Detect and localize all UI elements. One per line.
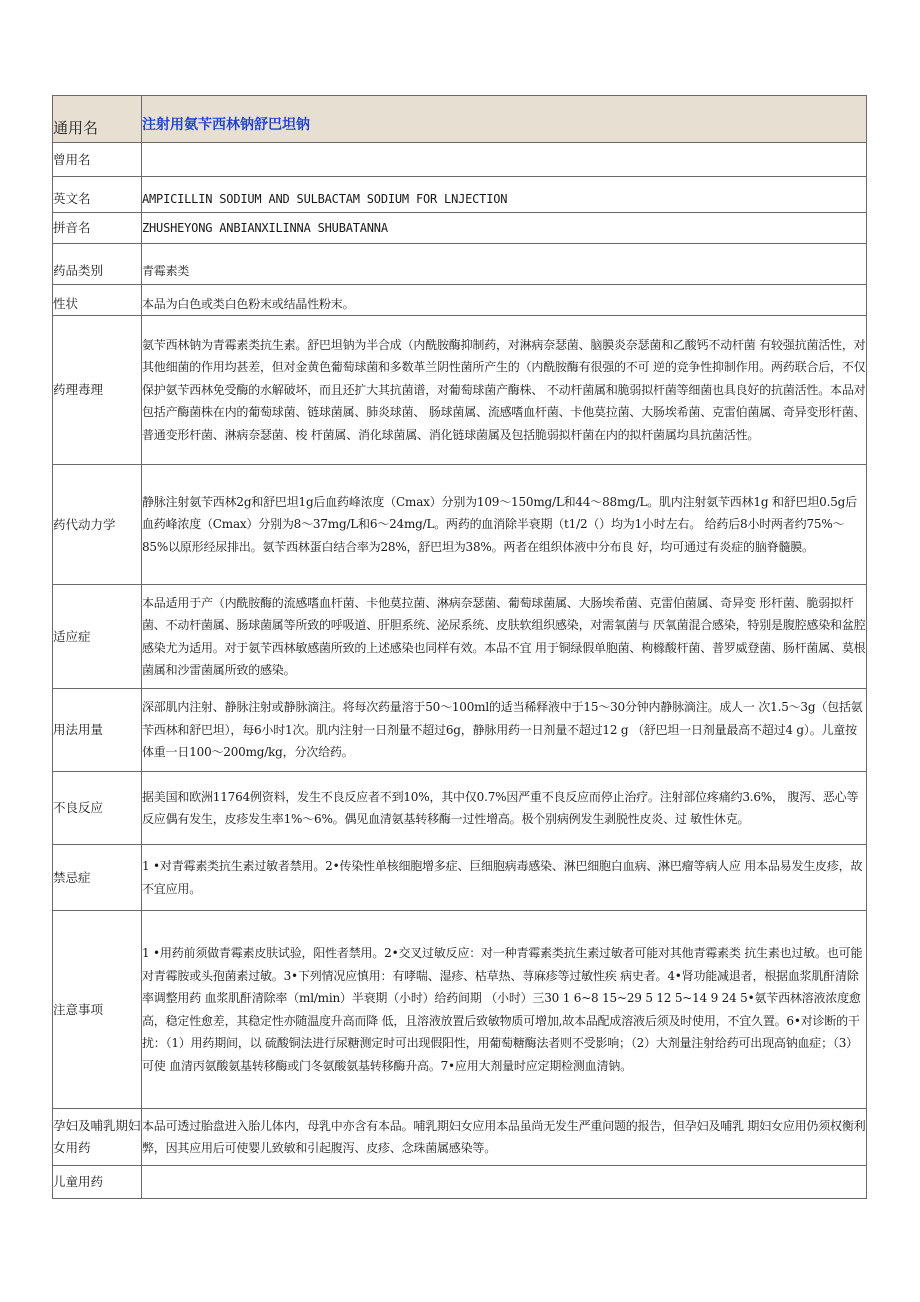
value-english-name: AMPICILLIN SODIUM AND SULBACTAM SODIUM FOR LNJECTION [142, 177, 867, 213]
label-generic-name: 通用名 [53, 96, 142, 143]
value-precautions: 1 •用药前须做青霉素皮肤试验，阳性者禁用。2•交叉过敏反应：对一种青霉素类抗生素过敏者可能对其他青霉素类 抗生素也过敏。也可能对青霉胺或头孢菌素过敏。3•下列情况应慎用：有哮喘、湿疹、枯草热、荨麻疹等过敏性疾 病史者。4•肾功能减退者，根据血浆肌酐清除率调整用药 血浆肌酐清除率（ml/min）半衰期（小时）给药间期 （小时）三30 1 6~8 15~29 5 12 5~14 9 24 5•氨苄西林溶液浓度愈高，稳定性愈差，其稳定性亦随温度升高而降 低，且溶液放置后致敏物质可增加,故本品配成溶液后须及时使用，不宜久置。6•对诊断的干扰：（1）用药期间，以 硫酸铜法进行尿糖测定时可出现假阳性，用葡萄糖酶法者则不受影响；（2）大剂量注射给药可出现高钠血症；（3）可使 血清丙氨酸氨基转移酶或门冬氨酸氨基转移酶升高。7•应用大剂量时应定期检测血清钠。 [142, 911, 867, 1109]
drug-info-table [52, 95, 867, 1199]
label-pregnancy-lactation: 孕妇及哺乳期妇女用药 [53, 1109, 142, 1166]
label-pharmacology: 药理毒理 [53, 316, 142, 465]
row-pediatric-use [53, 1166, 867, 1199]
value-appearance: 本品为白色或类白色粉末或结晶性粉末。 [142, 285, 867, 316]
label-pediatric-use: 儿童用药 [53, 1166, 142, 1199]
value-pediatric-use [142, 1166, 867, 1199]
row-appearance [53, 285, 867, 316]
label-contraindications: 禁忌症 [53, 845, 142, 911]
value-former-name [142, 143, 867, 177]
row-dosage [53, 689, 867, 772]
row-adverse-reactions [53, 772, 867, 845]
row-indications [53, 585, 867, 689]
label-adverse-reactions: 不良反应 [53, 772, 142, 845]
row-pinyin-name [53, 213, 867, 244]
label-appearance: 性状 [53, 285, 142, 316]
label-english-name: 英文名 [53, 177, 142, 213]
row-pregnancy-lactation [53, 1109, 867, 1166]
row-english-name [53, 177, 867, 213]
label-precautions: 注意事项 [53, 911, 142, 1109]
row-drug-category [53, 244, 867, 285]
label-former-name: 曾用名 [53, 143, 142, 177]
value-contraindications: 1 •对青霉素类抗生素过敏者禁用。2•传染性单核细胞增多症、巨细胞病毒感染、淋巴细胞白血病、淋巴瘤等病人应 用本品易发生皮疹，故不宜应用。 [142, 845, 867, 911]
value-pharmacology: 氨苄西林钠为青霉素类抗生素。舒巴坦钠为半合成（内酰胺酶抑制药，对淋病奈瑟菌、脑膜炎奈瑟菌和乙酸钙不动杆菌 有较强抗菌活性，对其他细菌的作用均甚差，但对金黄色葡萄球菌和多数革兰阴性菌所产生的（内酰胺酶有很强的不可 逆的竞争性抑制作用。两药联合后，不仅保护氨苄西林免受酶的水解破坏，而且还扩大其抗菌谱，对葡萄球菌产酶株、 不动杆菌属和脆弱拟杆菌等细菌也具良好的抗菌活性。本品对包括产酶菌株在内的葡萄球菌、链球菌属、肺炎球菌、 肠球菌属、流感嗜血杆菌、卡他莫拉菌、大肠埃希菌、克雷伯菌属、奇异变形杆菌、普通变形杆菌、淋病奈瑟菌、梭 杆菌属、消化球菌属、消化链球菌属及包括脆弱拟杆菌在内的拟杆菌属均具抗菌活性。 [142, 316, 867, 465]
label-pharmacokinetics: 药代动力学 [53, 465, 142, 585]
label-pinyin-name: 拼音名 [53, 213, 142, 244]
label-indications: 适应症 [53, 585, 142, 689]
row-pharmacokinetics [53, 465, 867, 585]
row-former-name [53, 143, 867, 177]
value-adverse-reactions: 据美国和欧洲11764例资料，发生不良反应者不到10%，其中仅0.7%因严重不良反应而停止治疗。注射部位疼痛约3.6%， 腹泻、恶心等反应偶有发生，皮疹发生率1%～6%。偶见血清氨基转移酶一过性增高。极个别病例发生剥脱性皮炎、过 敏性休克。 [142, 772, 867, 845]
value-pharmacokinetics: 静脉注射氨苄西林2g和舒巴坦1g后血药峰浓度（Cmax）分别为109～150mg/L和44～88mg/L。肌内注射氨苄西林1g 和舒巴坦0.5g后血药峰浓度（Cmax）分别为8～37mg/L和6～24mg/L。两药的血消除半衰期（t1/2（）均为1小时左右。 给药后8小时两者约75%～85%以原形经尿排出。氨苄西林蛋白结合率为28%，舒巴坦为38%。两者在组织体液中分布良 好，均可通过有炎症的脑脊髓膜。 [142, 465, 867, 585]
value-pregnancy-lactation: 本品可透过胎盘进入胎儿体内，母乳中亦含有本品。哺乳期妇女应用本品虽尚无发生严重问题的报告，但孕妇及哺乳 期妇女应用仍须权衡利弊，因其应用后可使婴儿致敏和引起腹泻、皮疹、念珠菌属感染等。 [142, 1109, 867, 1166]
label-dosage: 用法用量 [53, 689, 142, 772]
row-pharmacology [53, 316, 867, 465]
value-generic-name: 注射用氨苄西林钠舒巴坦钠 [142, 96, 867, 143]
row-generic-name [53, 96, 867, 143]
row-precautions [53, 911, 867, 1109]
value-pinyin-name: ZHUSHEYONG ANBIANXILINNA SHUBATANNA [142, 213, 867, 244]
row-contraindications [53, 845, 867, 911]
value-drug-category: 青霉素类 [142, 244, 867, 285]
value-dosage: 深部肌内注射、静脉注射或静脉滴注。将每次药量溶于50～100ml的适当稀释液中于15～30分钟内静脉滴注。成人一 次1.5～3g（包括氨苄西林和舒巴坦），每6小时1次。肌内注射一日剂量不超过6g，静脉用药一日剂量不超过12 g （舒巴坦一日剂量最高不超过4 g）。儿童按体重一日100～200mg/kg，分次给药。 [142, 689, 867, 772]
value-indications: 本品适用于产（内酰胺酶的流感嗜血杆菌、卡他莫拉菌、淋病奈瑟菌、葡萄球菌属、大肠埃希菌、克雷伯菌属、奇异变 形杆菌、脆弱拟杆菌、不动杆菌属、肠球菌属等所致的呼吸道、肝胆系统、泌尿系统、皮肤软组织感染，对需氧菌与 厌氧菌混合感染，特别是腹腔感染和盆腔感染尤为适用。对于氨苄西林敏感菌所致的上述感染也同样有效。本品不宜 用于铜绿假单胞菌、枸橼酸杆菌、普罗威登菌、肠杆菌属、莫根菌属和沙雷菌属所致的感染。 [142, 585, 867, 689]
label-drug-category: 药品类别 [53, 244, 142, 285]
